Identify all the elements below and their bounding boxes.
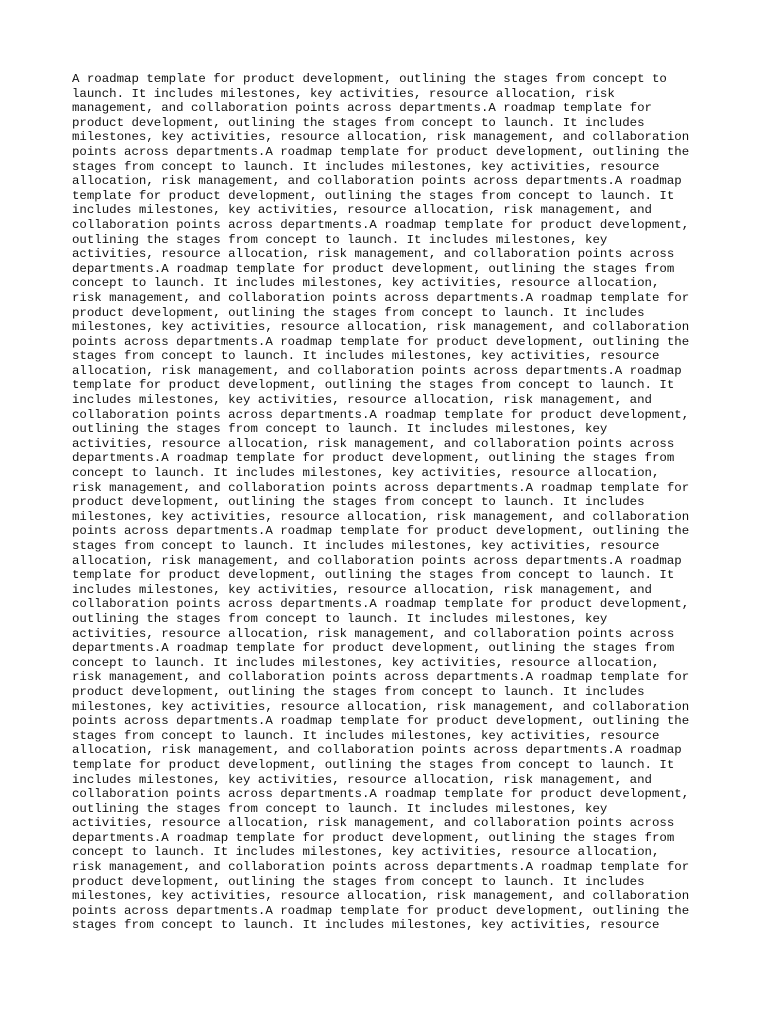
paragraph-line: collaboration points across departments.A roadmap template for product development,	[72, 787, 690, 802]
paragraph-line: points across departments.A roadmap template for product development, outlining the	[72, 714, 690, 729]
paragraph-line: points across departments.A roadmap template for product development, outlining the	[72, 144, 690, 159]
paragraph-line: departments.A roadmap template for product development, outlining the stages from	[72, 830, 675, 845]
paragraph-line: activities, resource allocation, risk management, and collaboration points across	[72, 626, 675, 641]
paragraph-line: milestones, key activities, resource allocation, risk management, and collaboration	[72, 130, 690, 145]
paragraph-line: management, and collaboration points across departments.A roadmap template for	[72, 101, 652, 116]
paragraph-line: product development, outlining the stages from concept to launch. It includes	[72, 115, 645, 130]
paragraph-line: allocation, risk management, and collaboration points across departments.A roadmap	[72, 174, 682, 189]
paragraph-line: activities, resource allocation, risk management, and collaboration points across	[72, 247, 675, 262]
paragraph-line: departments.A roadmap template for product development, outlining the stages from	[72, 641, 675, 656]
paragraph-line: stages from concept to launch. It includes milestones, key activities, resource	[72, 159, 660, 174]
paragraph-line: departments.A roadmap template for product development, outlining the stages from	[72, 261, 675, 276]
paragraph-line: risk management, and collaboration points across departments.A roadmap template for	[72, 860, 690, 875]
paragraph-line: template for product development, outlining the stages from concept to launch. It	[72, 378, 675, 393]
paragraph-line: outlining the stages from concept to launch. It includes milestones, key	[72, 611, 608, 626]
paragraph-line: milestones, key activities, resource allocation, risk management, and collaboration	[72, 320, 690, 335]
paragraph-line: stages from concept to launch. It includes milestones, key activities, resource	[72, 349, 660, 364]
paragraph-line: product development, outlining the stages from concept to launch. It includes	[72, 495, 645, 510]
paragraph-line: includes milestones, key activities, resource allocation, risk management, and	[72, 582, 652, 597]
paragraph-line: points across departments.A roadmap template for product development, outlining the	[72, 524, 690, 539]
paragraph-line: milestones, key activities, resource allocation, risk management, and collaboration	[72, 889, 690, 904]
paragraph-line: risk management, and collaboration points across departments.A roadmap template for	[72, 290, 690, 305]
paragraph-line: includes milestones, key activities, resource allocation, risk management, and	[72, 772, 652, 787]
paragraph-line: concept to launch. It includes milestones, key activities, resource allocation,	[72, 466, 660, 481]
paragraph-line: concept to launch. It includes milestones, key activities, resource allocation,	[72, 845, 660, 860]
paragraph-line: concept to launch. It includes milestones, key activities, resource allocation,	[72, 276, 660, 291]
paragraph-line: A roadmap template for product development, outlining the stages from concept to	[72, 72, 667, 86]
paragraph-line: stages from concept to launch. It includes milestones, key activities, resource	[72, 728, 660, 743]
paragraph-line: points across departments.A roadmap template for product development, outlining the	[72, 903, 690, 918]
paragraph-line: includes milestones, key activities, resource allocation, risk management, and	[72, 203, 652, 218]
paragraph-line: allocation, risk management, and collaboration points across departments.A roadmap	[72, 743, 682, 758]
paragraph-line: template for product development, outlining the stages from concept to launch. It	[72, 188, 675, 203]
paragraph-line: outlining the stages from concept to launch. It includes milestones, key	[72, 801, 608, 816]
paragraph-line: milestones, key activities, resource allocation, risk management, and collaboration	[72, 509, 690, 524]
paragraph-line: stages from concept to launch. It includes milestones, key activities, resource	[72, 539, 660, 553]
paragraph-line: departments.A roadmap template for product development, outlining the stages from	[72, 451, 675, 466]
paragraph-line: stages from concept to launch. It includes milestones, key activities, resource	[72, 918, 660, 933]
paragraph-line: collaboration points across departments.A roadmap template for product development,	[72, 407, 690, 422]
paragraph-line: concept to launch. It includes milestones, key activities, resource allocation,	[72, 655, 660, 670]
paragraph-line: collaboration points across departments.A roadmap template for product development,	[72, 597, 690, 612]
paragraph-line: template for product development, outlining the stages from concept to launch. It	[72, 757, 675, 772]
paragraph-line: launch. It includes milestones, key activities, resource allocation, risk	[72, 86, 615, 101]
paragraph-line: points across departments.A roadmap template for product development, outlining the	[72, 334, 690, 349]
paragraph-line: activities, resource allocation, risk management, and collaboration points across	[72, 436, 675, 451]
paragraph-line: product development, outlining the stages from concept to launch. It includes	[72, 684, 645, 699]
paragraph-line: allocation, risk management, and collaboration points across departments.A roadmap	[72, 363, 682, 378]
paragraph-line: milestones, key activities, resource allocation, risk management, and collaboration	[72, 699, 690, 714]
paragraph-line: allocation, risk management, and collaboration points across departments.A roadmap	[72, 553, 682, 568]
paragraph-line: product development, outlining the stages from concept to launch. It includes	[72, 305, 645, 320]
paragraph-line: activities, resource allocation, risk management, and collaboration points across	[72, 816, 675, 831]
paragraph-line: template for product development, outlining the stages from concept to launch. It	[72, 568, 675, 583]
paragraph-line: outlining the stages from concept to launch. It includes milestones, key	[72, 422, 608, 437]
paragraph-line: product development, outlining the stages from concept to launch. It includes	[72, 874, 645, 889]
paragraph-line: risk management, and collaboration points across departments.A roadmap template for	[72, 670, 690, 685]
document-body-text	[72, 72, 712, 940]
paragraph-line: outlining the stages from concept to launch. It includes milestones, key	[72, 232, 608, 247]
paragraph-line: risk management, and collaboration points across departments.A roadmap template for	[72, 480, 690, 495]
paragraph-line: collaboration points across departments.A roadmap template for product development,	[72, 217, 690, 232]
paragraph-line: includes milestones, key activities, resource allocation, risk management, and	[72, 393, 652, 408]
